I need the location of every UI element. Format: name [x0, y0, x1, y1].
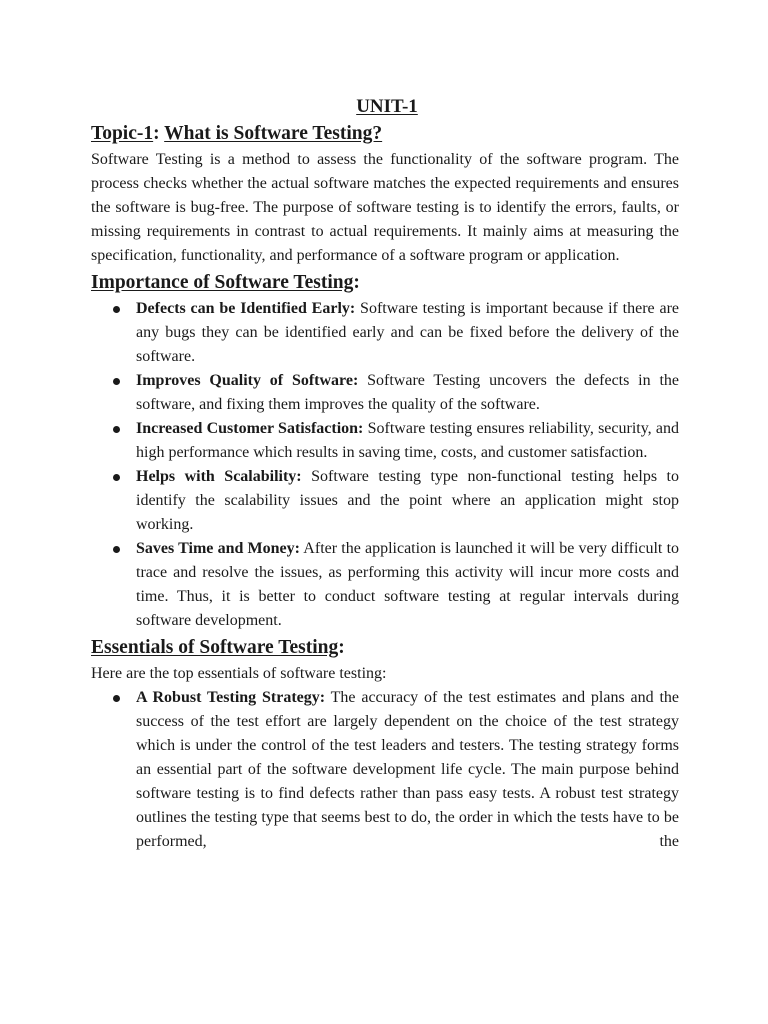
bullet-icon	[113, 306, 120, 313]
list-item-text: After the application is launched it will be very difficult to trace and resolve the issues, as performing this activity will incur more costs and time. Thus, it is better to conduct software testing at regular intervals during software development.	[136, 540, 680, 629]
list-item-term: Helps with Scalability:	[136, 468, 302, 485]
essentials-heading-colon: :	[338, 637, 345, 658]
essentials-heading	[91, 634, 679, 662]
list-item-term: Improves Quality of Software:	[136, 372, 359, 389]
topic-title: What is Software Testing?	[164, 123, 383, 144]
topic-paragraph: Software Testing is a method to assess the functionality of the software program. The process checks whether the actual software matches the expected requirements and ensures the software is bug-free. The purpose of software testing is to identify the errors, faults, or missing requirements in contrast to actual requirements. It mainly aims at measuring the specification, functionality, and performance of a software program or application.	[91, 151, 679, 264]
bullet-icon	[113, 474, 120, 481]
list-item-term: Increased Customer Satisfaction:	[136, 420, 364, 437]
list-item	[91, 537, 679, 633]
list-item	[91, 686, 679, 854]
essentials-intro: Here are the top essentials of software testing:	[91, 665, 387, 682]
list-item	[91, 369, 679, 417]
topic-prefix: Topic-1	[91, 123, 154, 144]
list-item-text: Software Testing uncovers the defects in the software, and fixing them improves the quality of the software.	[136, 372, 679, 413]
topic-separator: :	[153, 123, 165, 144]
importance-list	[91, 297, 679, 633]
essentials-heading-text: Essentials of Software Testing	[91, 637, 339, 658]
importance-heading	[91, 269, 679, 297]
list-item-term: Defects can be Identified Early:	[136, 300, 356, 317]
importance-heading-text: Importance of Software Testing	[91, 272, 354, 293]
list-item-term: A Robust Testing Strategy:	[136, 689, 326, 706]
list-item-text: Software testing type non-functional testing helps to identify the scalability issues and the point where an application might stop working.	[136, 468, 680, 533]
topic-heading	[91, 120, 679, 148]
list-item	[91, 297, 679, 369]
list-item	[91, 465, 679, 537]
list-item-text: Software testing ensures reliability, security, and high performance which results in saving time, costs, and customer satisfaction.	[136, 420, 679, 461]
list-item-text: Software testing is important because if there are any bugs they can be identified early and can be fixed before the delivery of the software.	[136, 300, 679, 365]
bullet-icon	[113, 426, 120, 433]
bullet-icon	[113, 546, 120, 553]
importance-heading-colon: :	[353, 272, 360, 293]
list-item-term: Saves Time and Money:	[136, 540, 300, 557]
unit-title: UNIT-1	[356, 96, 418, 117]
bullet-icon	[113, 378, 120, 385]
bullet-icon	[113, 695, 120, 702]
list-item-text: The accuracy of the test estimates and plans and the success of the test effort are largely dependent on the choice of the test strategy which is under the control of the test leaders and testers. The testing strategy forms an essential part of the software development life cycle. The main purpose behind software testing is to find defects rather than pass easy tests. A robust test strategy outlines the testing type that seems best to do, the order in which the tests have to be performed, the	[136, 689, 680, 850]
essentials-list	[91, 686, 679, 854]
list-item	[91, 417, 679, 465]
document-page	[91, 93, 679, 854]
